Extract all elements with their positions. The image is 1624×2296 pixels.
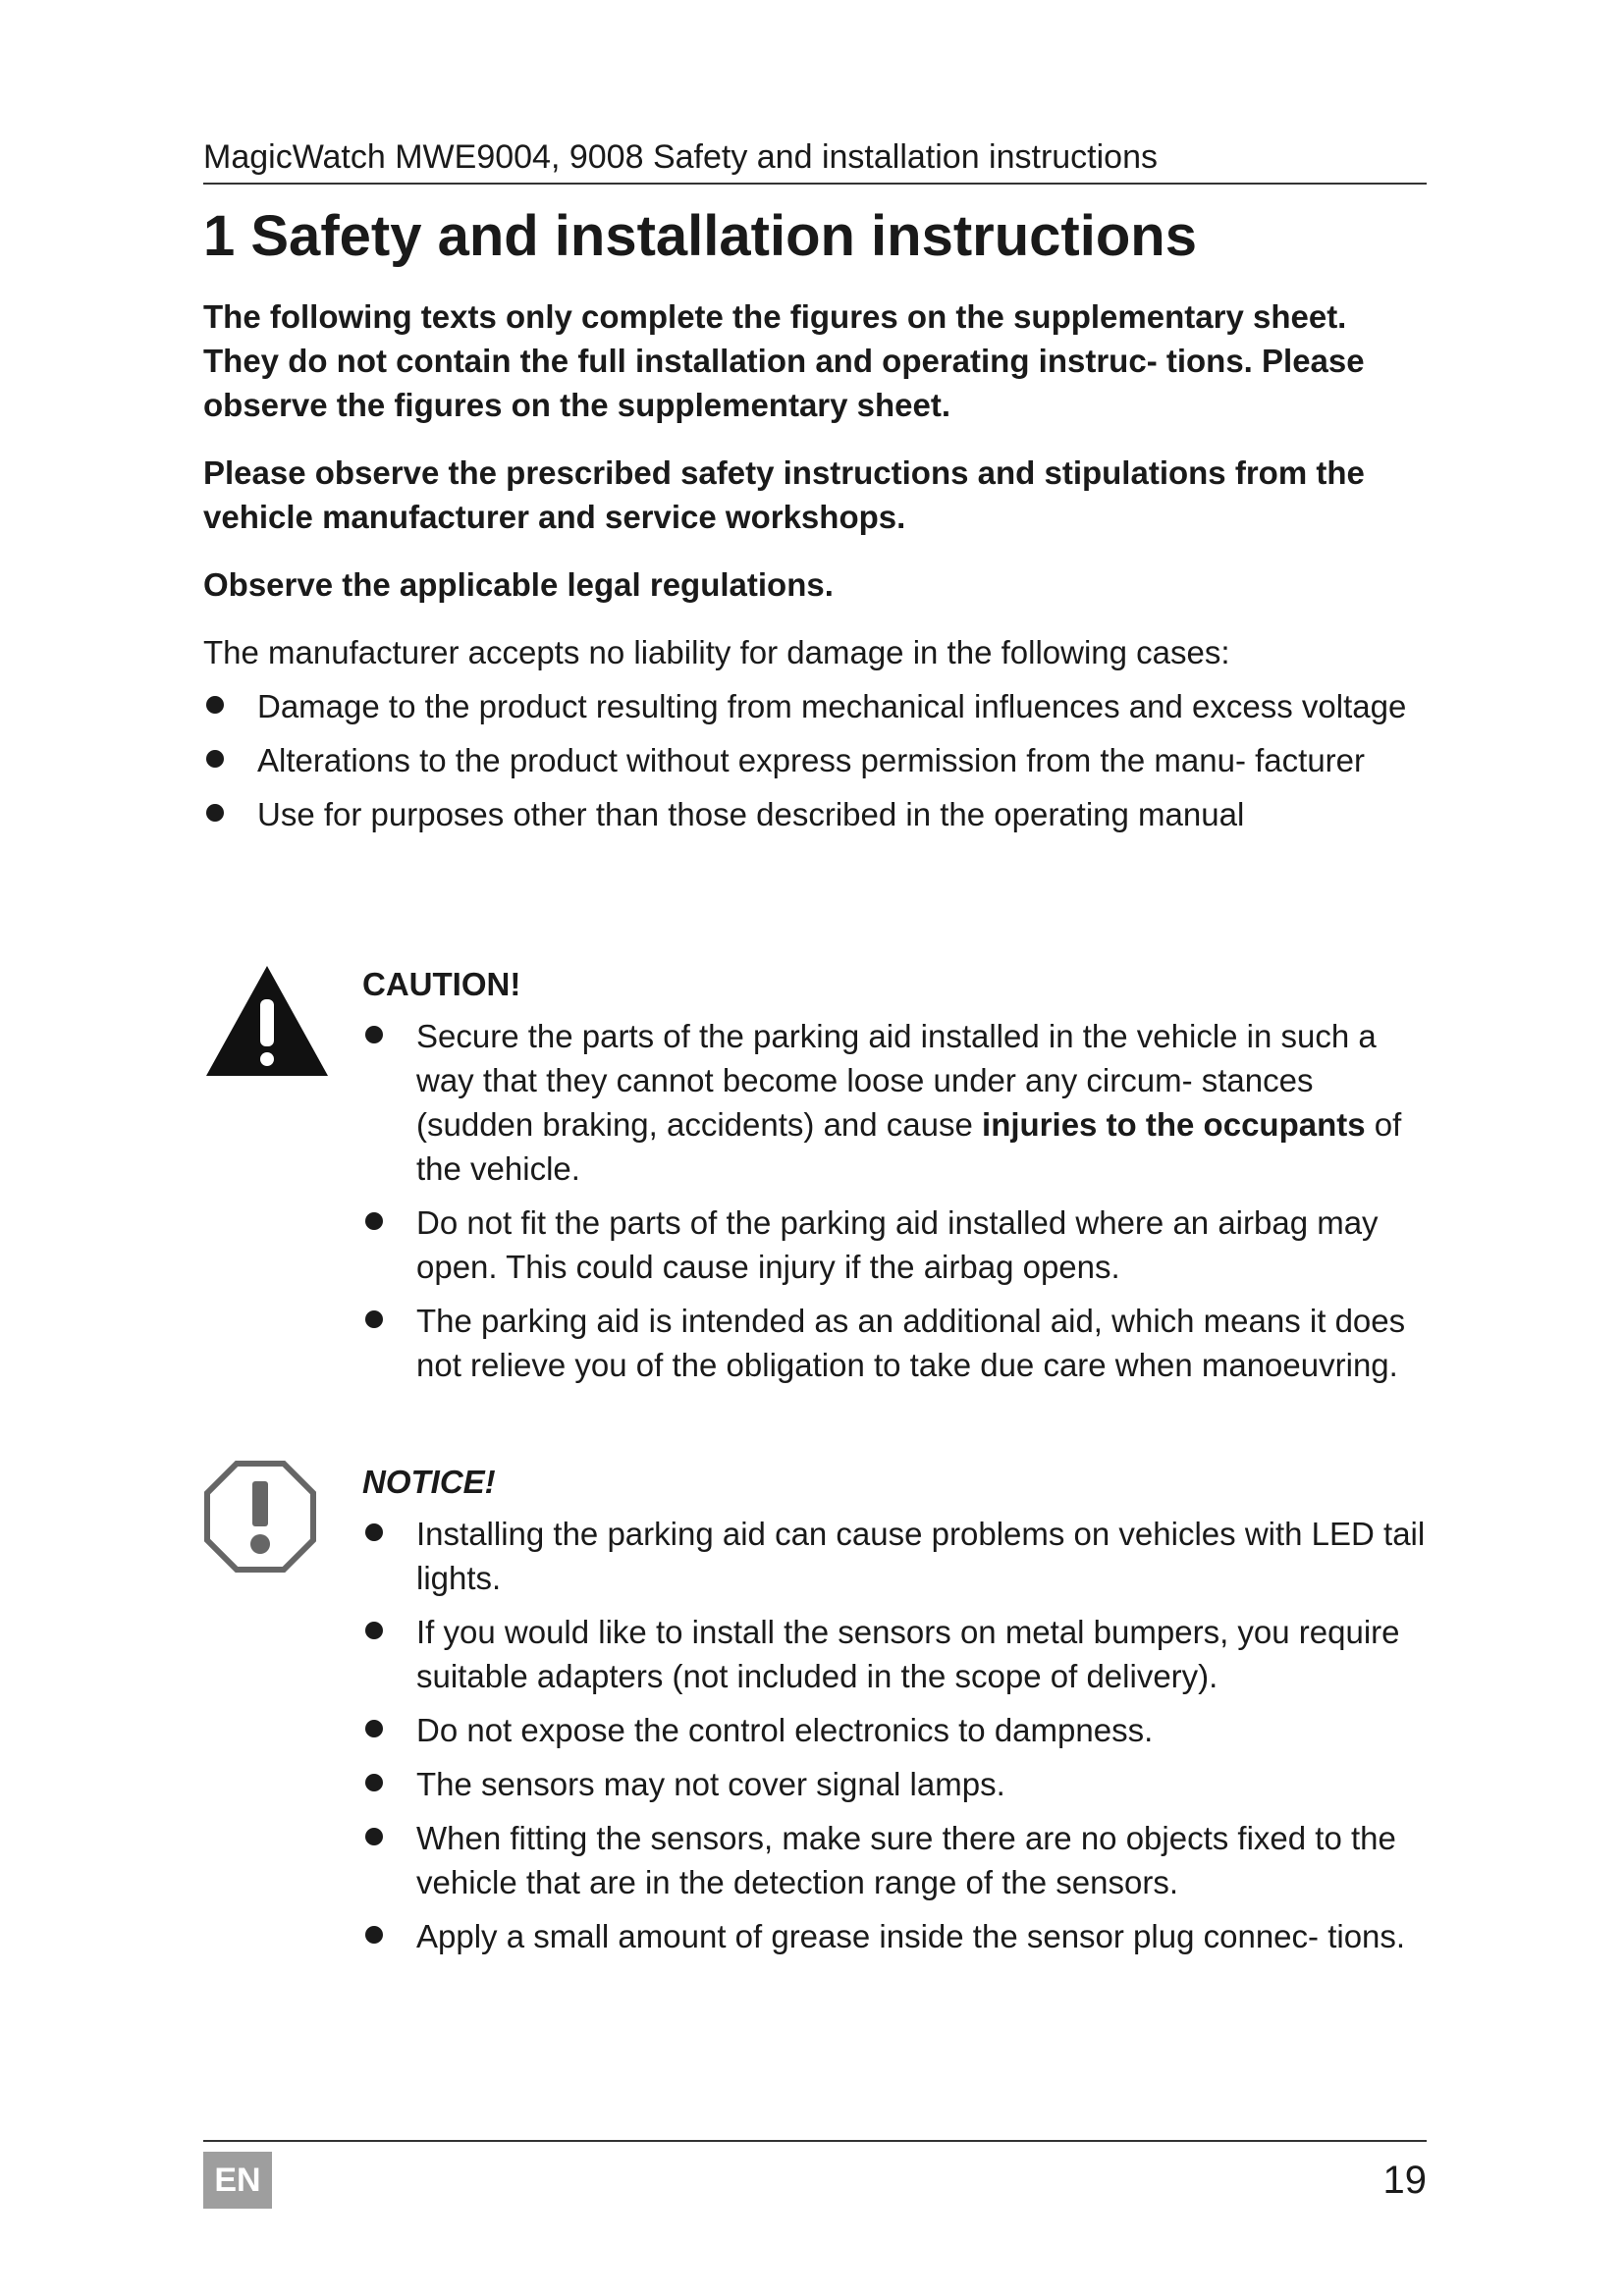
- bullet-icon: [365, 1310, 383, 1328]
- bullet-icon: [206, 696, 224, 714]
- bullet-icon: [206, 750, 224, 768]
- caution-list: [362, 1014, 1427, 1387]
- list-item: Installing the parking aid can cause problems on vehicles with LED tail lights.: [362, 1512, 1427, 1600]
- caution-heading: CAUTION!: [362, 966, 521, 1002]
- list-item: If you would like to install the sensors on metal bumpers, you require suitable adapters (not included in the scope of delivery).: [362, 1610, 1427, 1698]
- liability-list: [203, 684, 1427, 836]
- running-header: MagicWatch MWE9004, 9008 Safety and installation instructions: [203, 137, 1427, 185]
- language-badge: EN: [203, 2152, 272, 2209]
- notice-list: [362, 1512, 1427, 1958]
- bullet-icon: [365, 1828, 383, 1845]
- bullet-icon: [365, 1720, 383, 1737]
- notice-block: [203, 1460, 1427, 1968]
- notice-octagon-icon: [203, 1460, 317, 1578]
- intro-paragraph: Please observe the prescribed safety instructions and stipulations from the vehicle manufacturer and service workshops.: [203, 454, 1365, 535]
- section-title: 1 Safety and installation instructions: [203, 204, 1197, 268]
- bullet-icon: [206, 804, 224, 822]
- list-item: The parking aid is intended as an additional aid, which means it does not relieve you of the obligation to take due care when manoeuvring.: [362, 1299, 1427, 1387]
- list-item: Damage to the product resulting from mechanical influences and excess voltage: [203, 684, 1427, 728]
- intro-paragraph: Observe the applicable legal regulations.: [203, 566, 834, 603]
- list-item: Apply a small amount of grease inside the sensor plug connec- tions.: [362, 1914, 1427, 1958]
- bullet-icon: [365, 1622, 383, 1639]
- list-item: Do not expose the control electronics to dampness.: [362, 1708, 1427, 1752]
- list-item: Do not fit the parts of the parking aid installed where an airbag may open. This could cause injury if the airbag opens.: [362, 1201, 1427, 1289]
- list-item: Alterations to the product without express permission from the manu- facturer: [203, 738, 1427, 782]
- bullet-icon: [365, 1774, 383, 1791]
- list-item: Secure the parts of the parking aid installed in the vehicle in such a way that they cannot become loose under any circum- stances (sudden braking, accidents) and cause injuries to the occupants of the vehicle.: [362, 1014, 1427, 1191]
- list-item: The sensors may not cover signal lamps.: [362, 1762, 1427, 1806]
- list-item: Use for purposes other than those described in the operating manual: [203, 792, 1427, 836]
- notice-content: [362, 1460, 1427, 1958]
- bullet-icon: [365, 1926, 383, 1944]
- footer-divider: [203, 2140, 1427, 2142]
- intro-paragraph: The following texts only complete the figures on the supplementary sheet. They do not contain the full installation and operating instruc- tions. Please observe the figures on the supplementary sheet.: [203, 298, 1365, 423]
- caution-block: [203, 962, 1427, 1397]
- warning-triangle-icon: [203, 962, 331, 1085]
- caution-content: [362, 962, 1427, 1387]
- page-number: 19: [1382, 2159, 1427, 2202]
- intro-section: [203, 294, 1427, 846]
- bullet-icon: [365, 1523, 383, 1541]
- bullet-icon: [365, 1212, 383, 1230]
- liability-intro: The manufacturer accepts no liability for damage in the following cases:: [203, 634, 1230, 670]
- list-item: When fitting the sensors, make sure there are no objects fixed to the vehicle that are in the detection range of the sensors.: [362, 1816, 1427, 1904]
- notice-heading: NOTICE!: [362, 1464, 496, 1500]
- bullet-icon: [365, 1026, 383, 1043]
